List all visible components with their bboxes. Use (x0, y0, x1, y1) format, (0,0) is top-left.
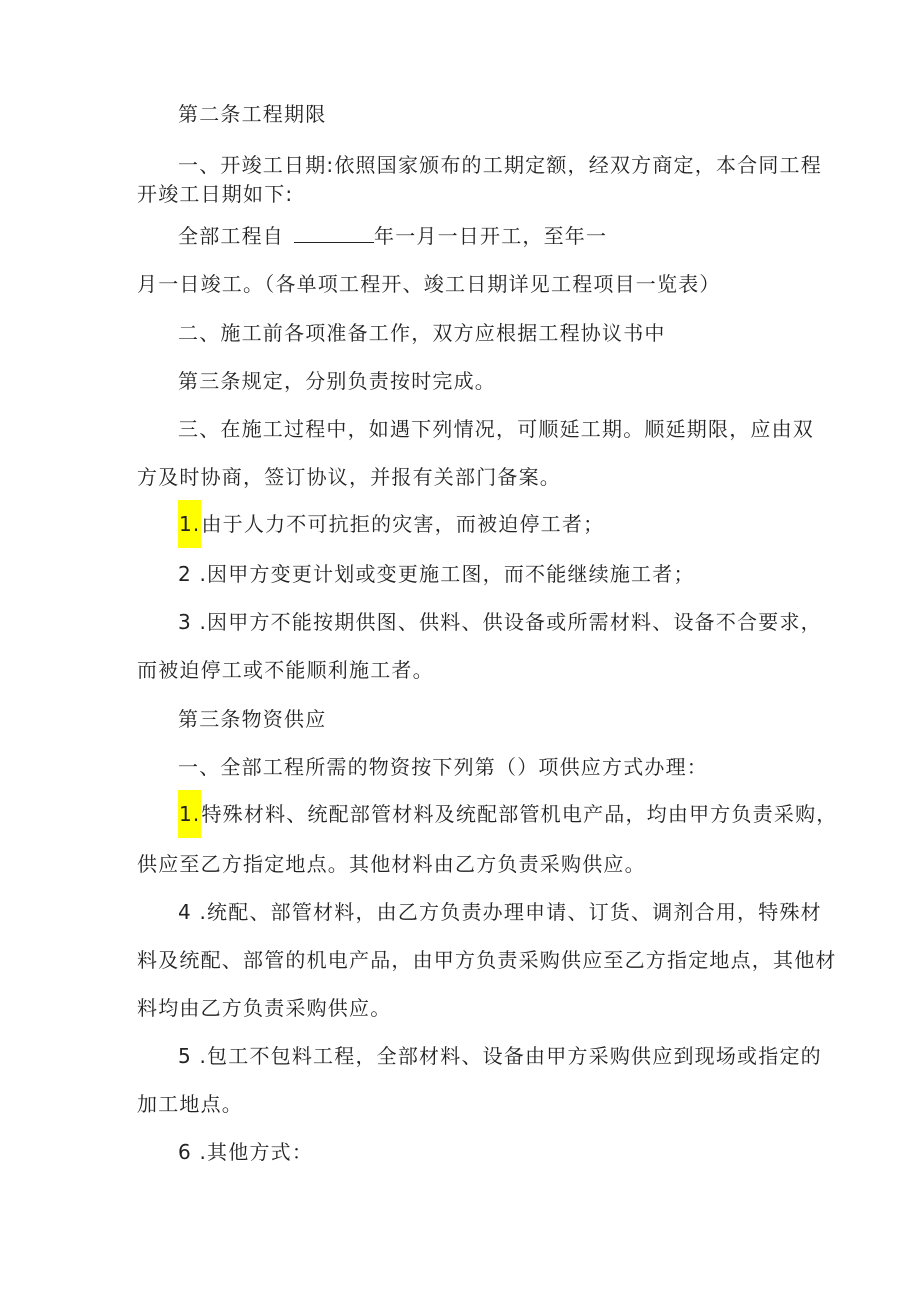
supply-item-4-line-3: 料均由乙方负责采购供应。 (137, 996, 392, 1020)
paragraph-5: 一、全部工程所需的物资按下列第（）项供应方式办理： (178, 755, 708, 779)
paragraph-2-line-2: 月一日竣工。（各单项工程开、竣工日期详见工程项目一览表） (137, 272, 721, 296)
list-item-1-text: 由于人力不可抗拒的灾害，而被迫停工者； (201, 512, 605, 536)
paragraph-4-line-1: 三、在施工过程中，如遇下列情况，可顺延工期。顺延期限，应由双 (178, 417, 814, 441)
paragraph-3-line-2: 第三条规定，分别负责按时完成。 (178, 369, 496, 393)
paragraph-1-line-1: 一、开竣工日期:依照国家颁布的工期定额，经双方商定，本合同工程 (178, 153, 822, 177)
supply-item-6: 6 .其他方式： (178, 1140, 314, 1164)
supply-item-1-line-2: 供应至乙方指定地点。其他材料由乙方负责采购供应。 (137, 852, 646, 876)
supply-item-5-line-1: 5 .包工不包料工程，全部材料、设备由甲方采购供应到现场或指定的 (178, 1044, 822, 1068)
supply-item-4-line-2: 料及统配、部管的机电产品，由甲方负责采购供应至乙方指定地点，其他材 (137, 948, 837, 972)
list-item-3-line-1: 3 .因甲方不能按期供图、供料、供设备或所需材料、设备不合要求， (178, 610, 822, 634)
list-item-2: 2 .因甲方变更计划或变更施工图，而不能继续施工者； (178, 562, 695, 586)
start-date-suffix: 年一月一日开工，至年一 (374, 224, 608, 248)
supply-item-1-text: 特殊材料、统配部管材料及统配部管机电产品，均由甲方负责采购， (201, 802, 838, 826)
start-date-prefix: 全部工程自 (178, 224, 284, 248)
highlighted-number: 1. (178, 790, 201, 838)
list-item-1 (178, 510, 604, 538)
article-3-title: 第三条物资供应 (178, 707, 327, 731)
article-2-title: 第二条工程期限 (178, 102, 327, 126)
highlighted-number: 1. (178, 500, 201, 548)
blank-underline (294, 222, 374, 243)
list-item-3-line-2: 而被迫停工或不能顺利施工者。 (137, 658, 434, 682)
paragraph-1-line-2: 开竣工日期如下: (137, 182, 294, 206)
supply-item-1-line-1 (178, 800, 837, 828)
supply-item-4-line-1: 4 .统配、部管材料，由乙方负责办理申请、订货、调剂合用，特殊材 (178, 900, 822, 924)
paragraph-4-line-2: 方及时协商，签订协议，并报有关部门备案。 (137, 465, 561, 489)
supply-item-5-line-2: 加工地点。 (137, 1092, 243, 1116)
paragraph-2-line-1 (178, 222, 607, 250)
paragraph-3-line-1: 二、施工前各项准备工作，双方应根据工程协议书中 (178, 321, 666, 345)
